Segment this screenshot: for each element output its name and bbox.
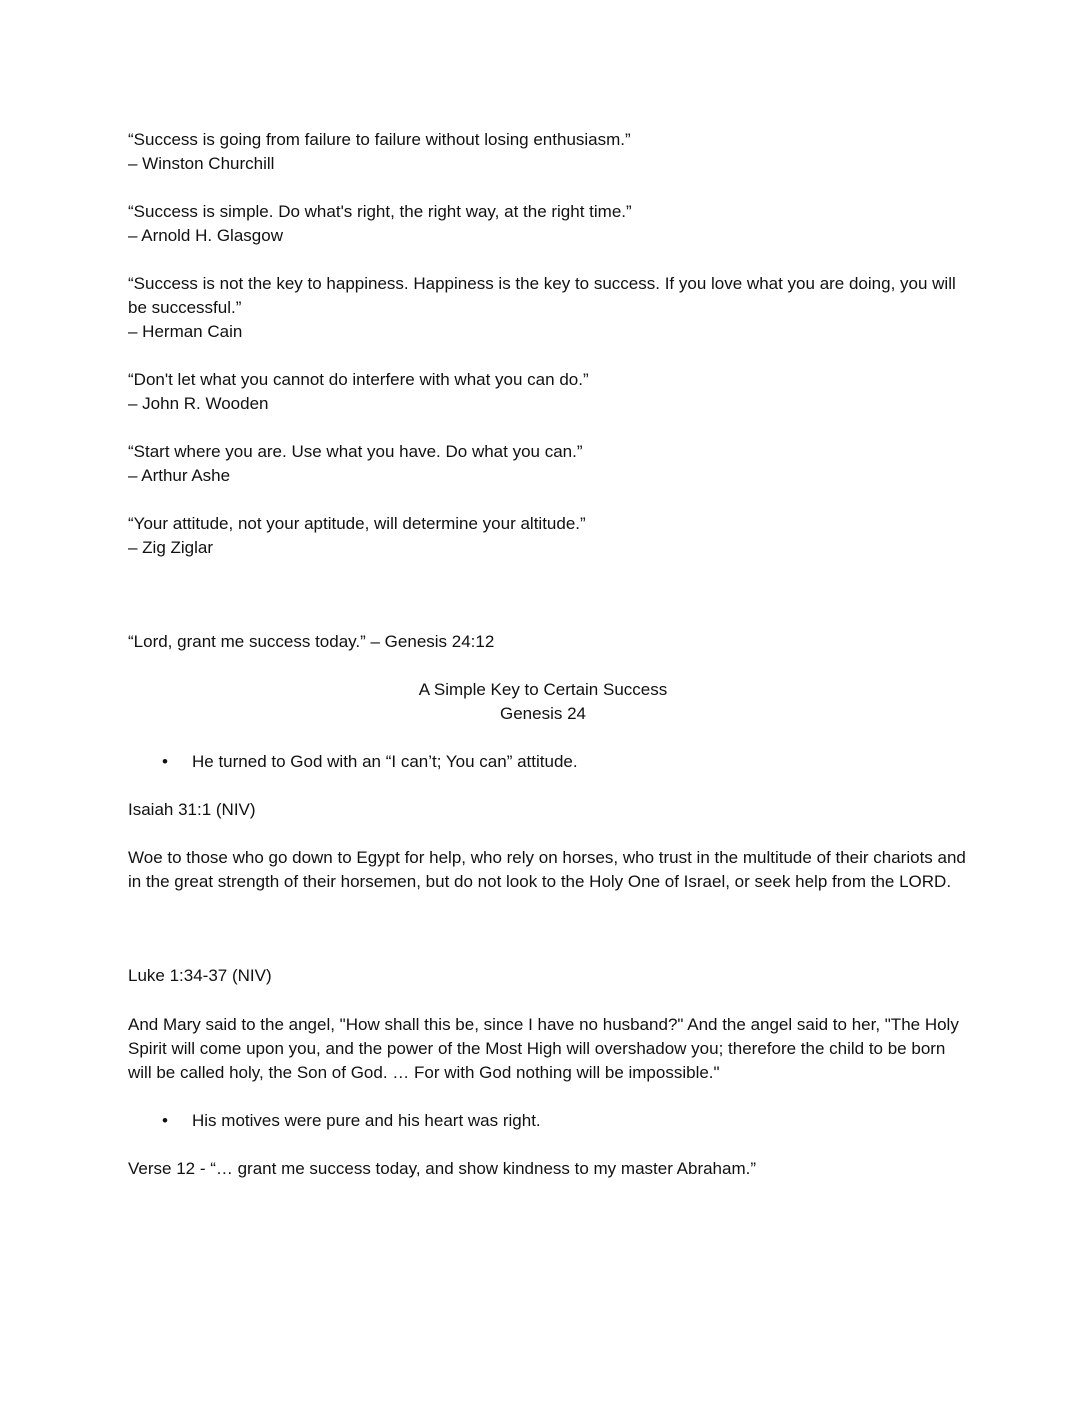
scripture-reference-luke [128,964,968,988]
scripture-reference: Isaiah 31:1 (NIV) [128,800,256,819]
bullet-text: His motives were pure and his heart was right. [192,1111,541,1130]
bullet-icon: • [162,1111,168,1130]
quote-cain [128,272,968,344]
scripture-passage-luke [128,1013,968,1085]
prayer-line [128,630,968,654]
quote-text: “Your attitude, not your aptitude, will determine your altitude.” [128,514,586,533]
scripture-text: And Mary said to the angel, "How shall this be, since I have no husband?" And the angel said to her, "The Holy Spirit will come upon you, and the power of the Most High will overshadow you; therefore the child to be born will be called holy, the Son of God. … For with God nothing will be impossible." [128,1015,959,1082]
sermon-subtitle: Genesis 24 [500,704,586,723]
quote-text: “Start where you are. Use what you have. Do what you can.” [128,442,583,461]
sermon-title: A Simple Key to Certain Success [418,680,668,699]
quote-author: – Herman Cain [128,322,243,341]
bullet-text: He turned to God with an “I can’t; You can” attitude. [192,752,578,771]
quote-author: – Winston Churchill [128,154,275,173]
scripture-reference: Luke 1:34-37 (NIV) [128,966,272,985]
quote-wooden [128,368,968,416]
quote-text: “Success is not the key to happiness. Happiness is the key to success. If you love what you are doing, you will be successful.” [128,274,956,317]
scripture-passage-isaiah [128,846,968,894]
scripture-text: Woe to those who go down to Egypt for help, who rely on horses, who trust in the multitude of their chariots and in the great strength of their horsemen, but do not look to the Holy One of Israel, or seek help from the LORD. [128,848,966,891]
quote-churchill [128,128,968,176]
verse-note [128,1157,968,1181]
quote-text: “Success is going from failure to failure without losing enthusiasm.” [128,130,631,149]
bullet-item-1 [128,750,968,774]
quote-ashe [128,440,968,488]
quote-author: – John R. Wooden [128,394,269,413]
quote-author: – Arnold H. Glasgow [128,226,283,245]
verse-note-text: Verse 12 - “… grant me success today, and show kindness to my master Abraham.” [128,1159,757,1178]
quote-text: “Don't let what you cannot do interfere with what you can do.” [128,370,589,389]
scripture-reference-isaiah [128,798,968,822]
quote-glasgow [128,200,968,248]
quote-author: – Arthur Ashe [128,466,231,485]
bullet-icon: • [162,752,168,771]
quote-author: – Zig Ziglar [128,538,214,557]
quote-ziglar [128,512,968,560]
quote-text: “Success is simple. Do what's right, the right way, at the right time.” [128,202,632,221]
bullet-item-2 [128,1109,968,1133]
prayer-text: “Lord, grant me success today.” – Genesis 24:12 [128,632,495,651]
sermon-heading [128,678,958,726]
